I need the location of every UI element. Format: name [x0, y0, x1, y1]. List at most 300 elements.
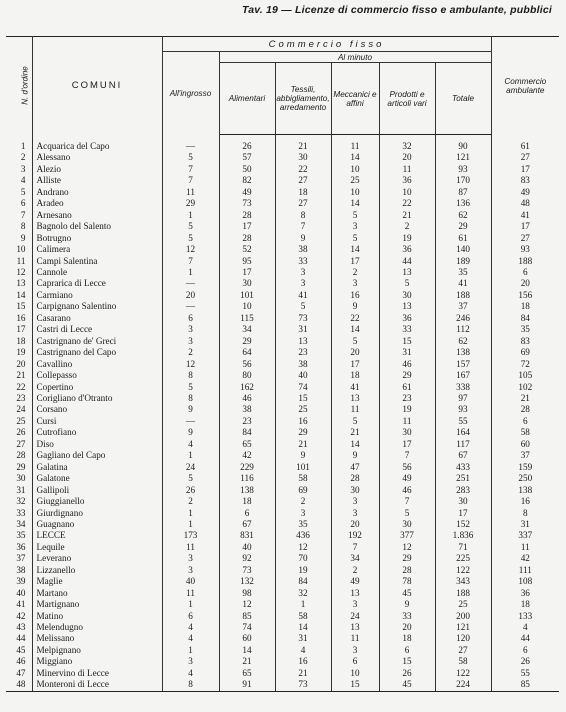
cell-all-ingrosso: 20 [162, 290, 219, 301]
cell-all-ingrosso: 40 [162, 576, 219, 587]
cell-ambulante: 6 [522, 415, 528, 426]
cell-prodotti: 30 [379, 519, 435, 530]
cell-tessili: 31 [275, 324, 331, 335]
cell-comune: Galatone [32, 473, 162, 484]
cell-n-ordine: 35 [6, 530, 32, 541]
cell-meccanici: 41 [331, 382, 379, 393]
cell-all-ingrosso: 8 [162, 679, 219, 691]
cell-meccanici: 49 [331, 576, 379, 587]
cell-n-ordine: 41 [6, 599, 32, 610]
cell-n-ordine: 14 [6, 290, 32, 301]
cell-alimentari: 138 [219, 485, 275, 496]
cell-alimentari: 60 [219, 633, 275, 644]
cell-ambulante: 18 [520, 599, 530, 610]
cell-tessili: 16 [275, 656, 331, 667]
cell-totale: 29 [435, 221, 491, 232]
cell-prodotti: 36 [379, 175, 435, 186]
cell-all-ingrosso: — [162, 135, 219, 153]
cell-meccanici: 17 [331, 359, 379, 370]
cell-n-ordine: 47 [6, 668, 32, 679]
cell-ambulante: 55 [520, 667, 530, 678]
cell-meccanici: 28 [331, 473, 379, 484]
table-row [6, 473, 559, 484]
cell-prodotti: 49 [379, 473, 435, 484]
table-row [6, 576, 559, 587]
cell-alimentari: 14 [219, 645, 275, 656]
cell-tessili: 3 [275, 267, 331, 278]
cell-n-ordine: 21 [6, 370, 32, 381]
cell-ambulante: 85 [491, 679, 559, 691]
cell-n-ordine: 4 [6, 175, 32, 186]
cell-alimentari: 38 [219, 404, 275, 415]
cell-comune: Guagnano [32, 519, 162, 530]
cell-ambulante: 44 [520, 633, 530, 644]
cell-n-ordine: 30 [6, 473, 32, 484]
table-row [6, 278, 559, 289]
cell-alimentari: 115 [219, 313, 275, 324]
cell-meccanici: 16 [331, 290, 379, 301]
cell-totale: 87 [435, 187, 491, 198]
cell-prodotti: 28 [379, 565, 435, 576]
cell-alimentari: 28 [219, 210, 275, 221]
cell-prodotti: 29 [379, 370, 435, 381]
cell-alimentari: 65 [219, 668, 275, 679]
cell-all-ingrosso: 5 [162, 382, 219, 393]
cell-prodotti: 29 [379, 553, 435, 564]
table-row [6, 633, 559, 644]
cell-totale: 1.836 [435, 530, 491, 541]
cell-meccanici: 21 [331, 427, 379, 438]
cell-alimentari: 23 [219, 416, 275, 427]
cell-n-ordine: 44 [6, 633, 32, 644]
cell-n-ordine: 18 [6, 336, 32, 347]
cell-prodotti: 33 [379, 611, 435, 622]
cell-alimentari: 30 [219, 278, 275, 289]
cell-all-ingrosso: 1 [162, 508, 219, 519]
cell-meccanici: 14 [331, 198, 379, 209]
cell-n-ordine: 39 [6, 576, 32, 587]
cell-ambulante: 11 [520, 541, 530, 552]
cell-comune: Campi Salentina [32, 256, 162, 267]
cell-meccanici: 11 [331, 404, 379, 415]
cell-ambulante: 35 [520, 324, 530, 335]
cell-n-ordine: 27 [6, 439, 32, 450]
table-row [6, 393, 559, 404]
cell-comune: Cannole [32, 267, 162, 278]
cell-all-ingrosso: 4 [162, 668, 219, 679]
table-row [6, 519, 559, 530]
cell-totale: 188 [435, 290, 491, 301]
cell-comune: Giurdignano [32, 508, 162, 519]
cell-meccanici: 10 [331, 668, 379, 679]
cell-meccanici: 24 [331, 611, 379, 622]
cell-n-ordine: 11 [6, 256, 32, 267]
cell-meccanici: 11 [331, 135, 379, 153]
cell-totale: 71 [435, 542, 491, 553]
cell-prodotti: 5 [379, 508, 435, 519]
cell-prodotti: 15 [379, 656, 435, 667]
cell-meccanici: 13 [331, 622, 379, 633]
cell-meccanici: 34 [331, 553, 379, 564]
cell-all-ingrosso: — [162, 278, 219, 289]
cell-meccanici: 15 [331, 679, 379, 691]
cell-alimentari: 46 [219, 393, 275, 404]
cell-totale: 246 [435, 313, 491, 324]
cell-totale: 164 [435, 427, 491, 438]
cell-alimentari: 132 [219, 576, 275, 587]
cell-prodotti: 46 [379, 485, 435, 496]
cell-alimentari: 28 [219, 233, 275, 244]
cell-meccanici: 14 [331, 244, 379, 255]
header-tessili: Tessili, abbigliamento, arredamento [275, 63, 331, 135]
cell-totale: 35 [435, 267, 491, 278]
cell-all-ingrosso: 1 [162, 210, 219, 221]
cell-ambulante: 108 [518, 576, 533, 587]
cell-prodotti: 32 [379, 135, 435, 153]
table-row [6, 645, 559, 656]
cell-tessili: 13 [275, 336, 331, 347]
cell-ambulante: 6 [522, 266, 528, 277]
cell-tessili: 74 [275, 382, 331, 393]
cell-prodotti: 36 [379, 244, 435, 255]
table-row [6, 404, 559, 415]
cell-alimentari: 56 [219, 359, 275, 370]
cell-comune: Matino [32, 611, 162, 622]
header-all-ingrosso: All'ingrosso [162, 52, 219, 135]
cell-tessili: 33 [275, 256, 331, 267]
cell-all-ingrosso: 4 [162, 622, 219, 633]
cell-n-ordine: 28 [6, 450, 32, 461]
cell-comune: Maglie [32, 576, 162, 587]
header-commercio-ambulante: Commercio ambulante [491, 37, 559, 135]
cell-ambulante: 84 [520, 312, 530, 323]
cell-tessili: 8 [275, 210, 331, 221]
cell-alimentari: 57 [219, 152, 275, 163]
cell-prodotti: 19 [379, 233, 435, 244]
cell-comune: Cursi [32, 416, 162, 427]
cell-ambulante: 41 [520, 209, 530, 220]
cell-all-ingrosso: 11 [162, 187, 219, 198]
cell-tessili: 16 [275, 416, 331, 427]
cell-alimentari: 17 [219, 267, 275, 278]
cell-tessili: 436 [275, 530, 331, 541]
cell-alimentari: 92 [219, 553, 275, 564]
cell-meccanici: 11 [331, 633, 379, 644]
cell-alimentari: 98 [219, 588, 275, 599]
cell-alimentari: 67 [219, 519, 275, 530]
cell-all-ingrosso: 3 [162, 565, 219, 576]
table-row [6, 324, 559, 335]
cell-comune: Melendugno [32, 622, 162, 633]
cell-n-ordine: 19 [6, 347, 32, 358]
cell-meccanici: 3 [331, 599, 379, 610]
cell-meccanici: 13 [331, 393, 379, 404]
table-row [6, 553, 559, 564]
cell-tessili: 14 [275, 622, 331, 633]
cell-comune: LECCE [32, 530, 162, 541]
cell-comune: Alliste [32, 175, 162, 186]
cell-prodotti: 6 [379, 645, 435, 656]
cell-tessili: 3 [275, 508, 331, 519]
cell-prodotti: 31 [379, 347, 435, 358]
cell-comune: Andrano [32, 187, 162, 198]
header-prodotti: Prodotti e articoli vari [379, 63, 435, 135]
cell-all-ingrosso: 7 [162, 175, 219, 186]
cell-comune: Acquarica del Capo [32, 135, 162, 153]
cell-tessili: 38 [275, 359, 331, 370]
cell-alimentari: 49 [219, 187, 275, 198]
cell-tessili: 21 [275, 668, 331, 679]
cell-alimentari: 26 [219, 135, 275, 153]
header-al-minuto: Al minuto [219, 52, 491, 63]
cell-tessili: 12 [275, 542, 331, 553]
cell-all-ingrosso: 1 [162, 599, 219, 610]
cell-tessili: 101 [275, 462, 331, 473]
cell-ambulante: 4 [522, 622, 528, 633]
cell-alimentari: 40 [219, 542, 275, 553]
cell-comune: Bagnolo del Salento [32, 221, 162, 232]
cell-comune: Carmiano [32, 290, 162, 301]
cell-tessili: 32 [275, 588, 331, 599]
cell-n-ordine: 37 [6, 553, 32, 564]
table-row [6, 668, 559, 679]
cell-totale: 41 [435, 278, 491, 289]
cell-ambulante: 111 [518, 564, 532, 575]
cell-tessili: 3 [275, 278, 331, 289]
cell-tessili: 38 [275, 244, 331, 255]
cell-meccanici: 3 [331, 645, 379, 656]
cell-ambulante: 37 [520, 450, 530, 461]
cell-ambulante: 18 [520, 301, 530, 312]
cell-comune: Lizzanello [32, 565, 162, 576]
cell-n-ordine: 48 [6, 679, 32, 691]
cell-totale: 251 [435, 473, 491, 484]
cell-tessili: 69 [275, 485, 331, 496]
cell-meccanici: 3 [331, 278, 379, 289]
cell-tessili: 9 [275, 233, 331, 244]
cell-alimentari: 50 [219, 164, 275, 175]
cell-all-ingrosso: 29 [162, 198, 219, 209]
cell-prodotti: 33 [379, 324, 435, 335]
table-row [6, 599, 559, 610]
table-row [6, 267, 559, 278]
cell-ambulante: 72 [520, 358, 530, 369]
cell-ambulante: 8 [522, 507, 528, 518]
cell-alimentari: 6 [219, 508, 275, 519]
cell-ambulante: 36 [520, 587, 530, 598]
cell-n-ordine: 16 [6, 313, 32, 324]
cell-all-ingrosso: 12 [162, 244, 219, 255]
cell-tessili: 73 [275, 313, 331, 324]
cell-prodotti: 13 [379, 301, 435, 312]
cell-prodotti: 15 [379, 336, 435, 347]
cell-totale: 338 [435, 382, 491, 393]
table-row [6, 679, 559, 691]
cell-tessili: 22 [275, 164, 331, 175]
cell-all-ingrosso: 12 [162, 359, 219, 370]
cell-prodotti: 44 [379, 256, 435, 267]
cell-comune: Gallipoli [32, 485, 162, 496]
cell-n-ordine: 34 [6, 519, 32, 530]
cell-tessili: 15 [275, 393, 331, 404]
cell-n-ordine: 13 [6, 278, 32, 289]
cell-prodotti: 5 [379, 278, 435, 289]
cell-prodotti: 61 [379, 382, 435, 393]
cell-alimentari: 52 [219, 244, 275, 255]
table-row [6, 508, 559, 519]
cell-ambulante: 48 [520, 198, 530, 209]
cell-prodotti: 22 [379, 198, 435, 209]
cell-n-ordine: 38 [6, 565, 32, 576]
table-row [6, 210, 559, 221]
cell-tessili: 1 [275, 599, 331, 610]
table-row [6, 313, 559, 324]
cell-alimentari: 74 [219, 622, 275, 633]
cell-ambulante: 17 [520, 163, 530, 174]
cell-comune: Martano [32, 588, 162, 599]
cell-tessili: 30 [275, 152, 331, 163]
cell-alimentari: 21 [219, 656, 275, 667]
cell-meccanici: 20 [331, 519, 379, 530]
cell-all-ingrosso: 3 [162, 656, 219, 667]
cell-totale: 122 [435, 565, 491, 576]
cell-ambulante: 28 [520, 404, 530, 415]
cell-prodotti: 18 [379, 633, 435, 644]
cell-n-ordine: 10 [6, 244, 32, 255]
table-row [6, 187, 559, 198]
cell-totale: 17 [435, 508, 491, 519]
cell-comune: Corsano [32, 404, 162, 415]
cell-meccanici: 30 [331, 485, 379, 496]
cell-all-ingrosso: 1 [162, 450, 219, 461]
table-row [6, 611, 559, 622]
cell-ambulante: 69 [520, 347, 530, 358]
cell-meccanici: 9 [331, 450, 379, 461]
cell-alimentari: 831 [219, 530, 275, 541]
cell-tessili: 19 [275, 565, 331, 576]
cell-tessili: 58 [275, 473, 331, 484]
cell-all-ingrosso: 3 [162, 336, 219, 347]
table-row [6, 175, 559, 186]
cell-totale: 188 [435, 588, 491, 599]
table-row [6, 359, 559, 370]
cell-comune: Casarano [32, 313, 162, 324]
cell-n-ordine: 20 [6, 359, 32, 370]
cell-meccanici: 6 [331, 656, 379, 667]
table-row [6, 656, 559, 667]
table-row [6, 622, 559, 633]
cell-ambulante: 159 [518, 461, 533, 472]
cell-comune: Calimera [32, 244, 162, 255]
cell-comune: Copertino [32, 382, 162, 393]
cell-meccanici: 14 [331, 152, 379, 163]
header-commercio-fisso: Commercio fisso [162, 37, 491, 52]
cell-prodotti: 19 [379, 404, 435, 415]
cell-comune: Gagliano del Capo [32, 450, 162, 461]
table-row [6, 233, 559, 244]
cell-totale: 30 [435, 496, 491, 507]
table-row [6, 347, 559, 358]
table-row [6, 485, 559, 496]
cell-totale: 97 [435, 393, 491, 404]
cell-ambulante: 6 [522, 644, 528, 655]
table-row [6, 416, 559, 427]
cell-prodotti: 17 [379, 439, 435, 450]
cell-meccanici: 5 [331, 233, 379, 244]
header-totale: Totale [435, 63, 491, 135]
cell-all-ingrosso: 2 [162, 347, 219, 358]
cell-totale: 433 [435, 462, 491, 473]
cell-all-ingrosso: 3 [162, 553, 219, 564]
cell-meccanici: 2 [331, 565, 379, 576]
cell-ambulante: 42 [520, 553, 530, 564]
cell-ambulante: 188 [518, 255, 533, 266]
cell-tessili: 4 [275, 645, 331, 656]
table-row [6, 198, 559, 209]
cell-ambulante: 16 [520, 496, 530, 507]
table-row [6, 135, 559, 153]
cell-meccanici: 14 [331, 439, 379, 450]
cell-ambulante: 105 [518, 370, 533, 381]
cell-tessili: 35 [275, 519, 331, 530]
cell-alimentari: 80 [219, 370, 275, 381]
cell-comune: Alessano [32, 152, 162, 163]
cell-totale: 122 [435, 668, 491, 679]
cell-totale: 121 [435, 152, 491, 163]
table-row [6, 301, 559, 312]
cell-all-ingrosso: 6 [162, 611, 219, 622]
cell-alimentari: 116 [219, 473, 275, 484]
cell-meccanici: 25 [331, 175, 379, 186]
cell-comune: Castrignano del Capo [32, 347, 162, 358]
header-meccanici: Meccanici e affini [331, 63, 379, 135]
cell-n-ordine: 3 [6, 164, 32, 175]
cell-all-ingrosso: 5 [162, 233, 219, 244]
cell-all-ingrosso: 5 [162, 473, 219, 484]
cell-all-ingrosso: 26 [162, 485, 219, 496]
cell-totale: 200 [435, 611, 491, 622]
table-row [6, 439, 559, 450]
cell-tessili: 70 [275, 553, 331, 564]
cell-prodotti: 56 [379, 462, 435, 473]
cell-comune: Cavallino [32, 359, 162, 370]
cell-prodotti: 45 [379, 588, 435, 599]
cell-alimentari: 64 [219, 347, 275, 358]
header-comuni: COMUNI [32, 37, 162, 135]
cell-meccanici: 18 [331, 370, 379, 381]
cell-prodotti: 46 [379, 359, 435, 370]
cell-meccanici: 3 [331, 508, 379, 519]
cell-all-ingrosso: — [162, 301, 219, 312]
cell-comune: Collepasso [32, 370, 162, 381]
cell-ambulante: 20 [520, 278, 530, 289]
cell-comune: Lequile [32, 542, 162, 553]
cell-all-ingrosso: 4 [162, 633, 219, 644]
cell-prodotti: 7 [379, 450, 435, 461]
cell-comune: Galatina [32, 462, 162, 473]
cell-prodotti: 30 [379, 427, 435, 438]
cell-alimentari: 73 [219, 198, 275, 209]
cell-meccanici: 5 [331, 336, 379, 347]
table-row [6, 496, 559, 507]
cell-n-ordine: 46 [6, 656, 32, 667]
cell-all-ingrosso: 6 [162, 313, 219, 324]
table-row [6, 530, 559, 541]
cell-all-ingrosso: 9 [162, 404, 219, 415]
cell-prodotti: 12 [379, 542, 435, 553]
cell-tessili: 7 [275, 221, 331, 232]
cell-meccanici: 3 [331, 221, 379, 232]
